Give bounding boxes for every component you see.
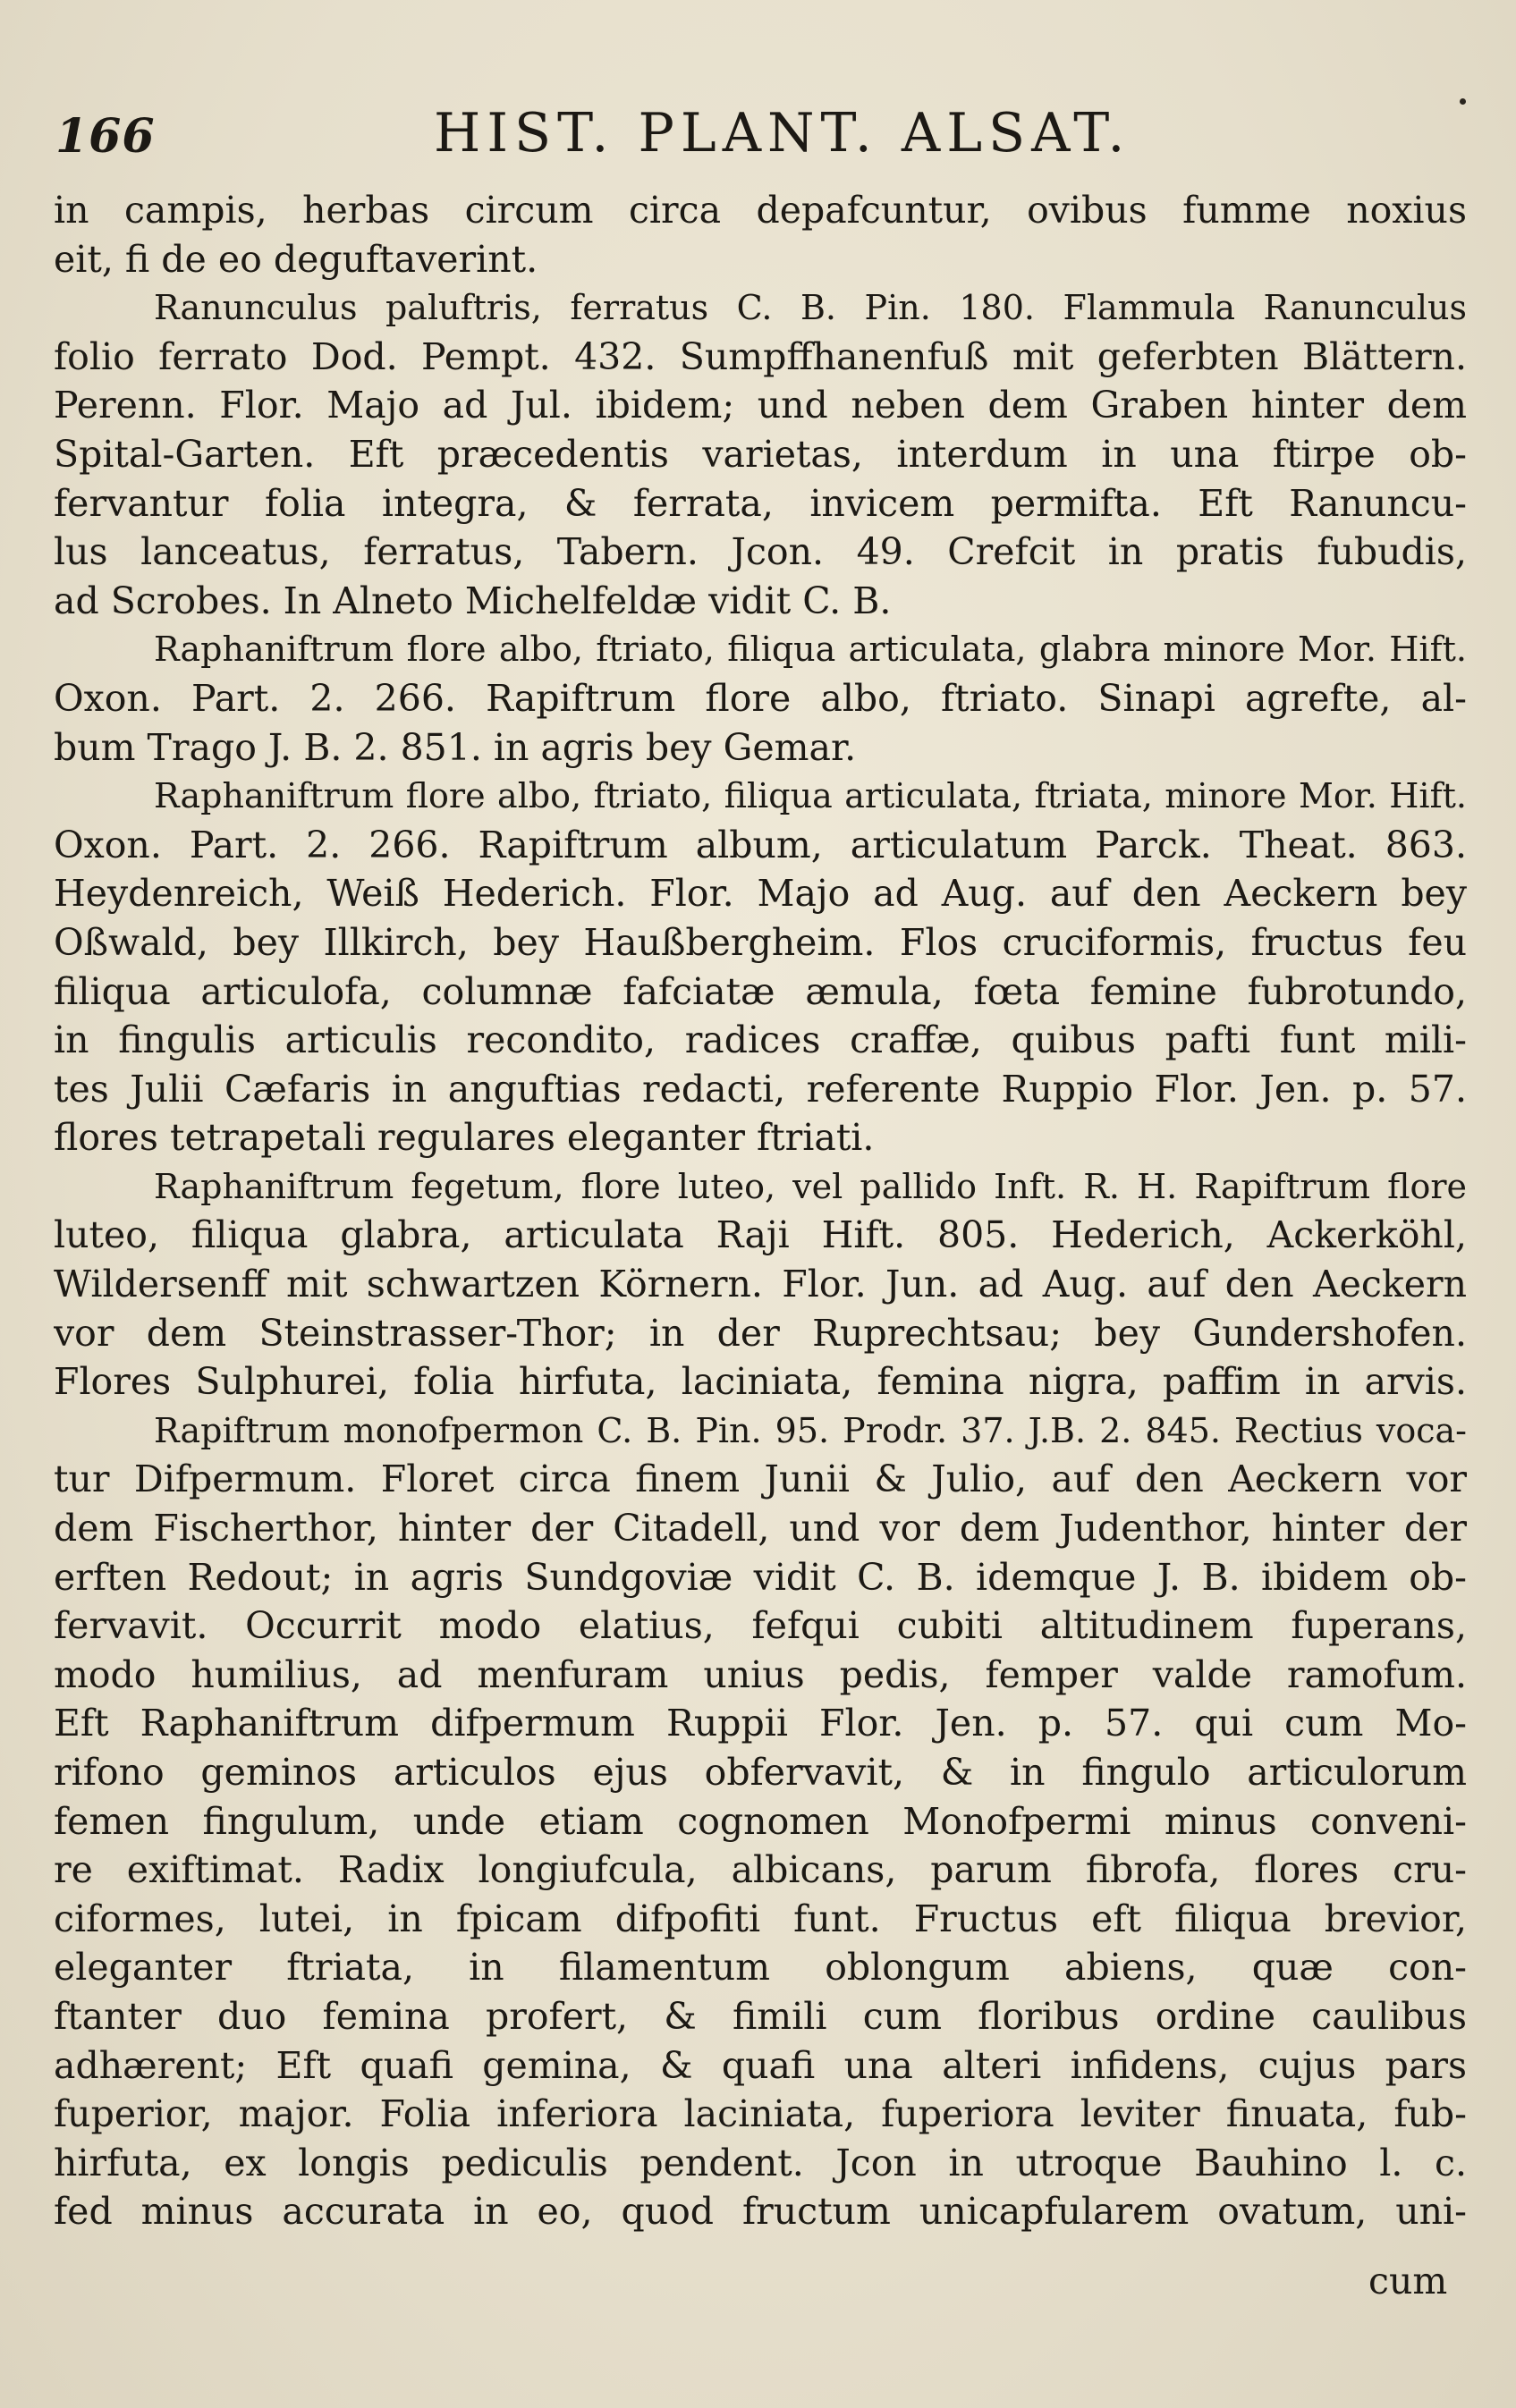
text-line: modo humilius, ad menfuram unius pedis, femper valde ramofum.	[54, 1652, 1467, 1696]
text-line: Oxon. Part. 2. 266. Rapiftrum flore albo, ftriato. Sinapi agrefte, al-	[54, 676, 1467, 720]
text-line: re exiftimat. Radix longiufcula, albicans, parum fibrofa, flores cru-	[54, 1848, 1467, 1892]
entry-heading-line: Ranunculus paluftris, ferratus C. B. Pin. 180. Flammula Ranunculus	[154, 288, 1467, 328]
text-line: ad Scrobes. In Alneto Michelfeldæ vidit C. B.	[54, 579, 892, 622]
text-line: flores tetrapetali regulares eleganter ftriati.	[54, 1116, 875, 1160]
text-line: Wildersenff mit schwartzen Körnern. Flor. Jun. ad Aug. auf den Aeckern	[54, 1263, 1467, 1306]
entry-heading-line: Raphaniftrum flore albo, ftriato, filiqua articulata, ftriata, minore Mor. Hift.	[154, 776, 1467, 816]
text-line: in campis, herbas circum circa depafcuntur, ovibus fumme noxius	[54, 189, 1467, 232]
text-line: luteo, filiqua glabra, articulata Raji Hift. 805. Hederich, Ackerköhl,	[54, 1213, 1467, 1257]
text-line: ftanter duo femina profert, & fimili cum floribus ordine caulibus	[54, 1994, 1467, 2038]
text-line: fervantur folia integra, & ferrata, invicem permifta. Eft Ranuncu-	[54, 481, 1467, 525]
text-line: femen fingulum, unde etiam cognomen Monofpermi minus conveni-	[54, 1799, 1467, 1843]
body-text	[54, 186, 1467, 2236]
text-line: Heydenreich, Weiß Hederich. Flor. Majo ad Aug. auf den Aeckern bey	[54, 872, 1467, 916]
entry-heading-line: Raphaniftrum flore albo, ftriato, filiqua articulata, glabra minore Mor. Hift.	[154, 629, 1467, 670]
text-line: Perenn. Flor. Majo ad Jul. ibidem; und neben dem Graben hinter dem	[54, 384, 1467, 427]
text-line: Eft Raphaniftrum difpermum Ruppii Flor. Jen. p. 57. qui cum Mo-	[54, 1702, 1467, 1745]
text-line: dem Fischerthor, hinter der Citadell, und vor dem Judenthor, hinter der	[54, 1507, 1467, 1550]
text-line: vor dem Steinstrasser-Thor; in der Ruprechtsau; bey Gundershofen.	[54, 1311, 1467, 1355]
text-line: Spital-Garten. Eft præcedentis varietas, interdum in una ftirpe ob-	[54, 432, 1467, 476]
text-line: ciformes, lutei, in fpicam difpofiti funt. Fructus eft filiqua brevior,	[54, 1897, 1467, 1940]
ink-dot	[1460, 98, 1466, 105]
text-line: lus lanceatus, ferratus, Tabern. Jcon. 49. Crefcit in pratis fubudis,	[54, 530, 1467, 574]
text-line: folio ferrato Dod. Pempt. 432. Sumpffhanenfuß mit geferbten Blättern.	[54, 334, 1467, 378]
text-line: hirfuta, ex longis pediculis pendent. Jcon in utroque Bauhino l. c.	[54, 2141, 1467, 2184]
text-line: bum Trago J. B. 2. 851. in agris bey Gemar.	[54, 725, 857, 769]
text-line: filiqua articulofa, columnæ fafciatæ æmula, fœta femine fubrotundo,	[54, 969, 1467, 1013]
text-line: Oßwald, bey Illkirch, bey Haußbergheim. Flos cruciformis, fructus feu	[54, 920, 1467, 964]
page-number: 166	[55, 109, 156, 164]
text-line: rifono geminos articulos ejus obfervavit, & in fingulo articulorum	[54, 1751, 1467, 1794]
running-title: HIST. PLANT. ALSAT.	[434, 102, 1131, 165]
catchword: cum	[1368, 2260, 1448, 2302]
text-line: Flores Sulphurei, folia hirfuta, laciniata, femina nigra, paffim in arvis.	[54, 1360, 1467, 1404]
entry-heading-line: Rapiftrum monofpermon C. B. Pin. 95. Prodr. 37. J.B. 2. 845. Rectius voca-	[154, 1410, 1467, 1450]
text-line: tur Difpermum. Floret circa finem Junii & Julio, auf den Aeckern vor	[54, 1457, 1467, 1501]
text-line: tes Julii Cæfaris in anguftias redacti, referente Ruppio Flor. Jen. p. 57.	[54, 1067, 1467, 1111]
text-line: fed minus accurata in eo, quod fructum unicapfularem ovatum, uni-	[54, 2190, 1467, 2234]
text-line: eit, fi de eo deguftaverint.	[54, 237, 538, 281]
text-line: Oxon. Part. 2. 266. Rapiftrum album, articulatum Parck. Theat. 863.	[54, 823, 1467, 866]
entry-heading-line: Raphaniftrum fegetum, flore luteo, vel pallido Inft. R. H. Rapiftrum flore	[154, 1166, 1467, 1206]
text-line: adhærent; Eft quafi gemina, & quafi una alteri infidens, cujus pars	[54, 2043, 1467, 2087]
text-line: eleganter ftriata, in filamentum oblongum abiens, quæ con-	[54, 1946, 1467, 1990]
page-header	[55, 97, 1460, 168]
text-line: fervavit. Occurrit modo elatius, fefqui cubiti altitudinem fuperans,	[54, 1604, 1467, 1648]
text-line: erften Redout; in agris Sundgoviæ vidit C. B. idemque J. B. ibidem ob-	[54, 1555, 1467, 1599]
text-line: fuperior, major. Folia inferiora laciniata, fuperiora leviter finuata, fub-	[54, 2092, 1467, 2136]
text-line: in fingulis articulis recondito, radices craffæ, quibus pafti funt mili-	[54, 1018, 1467, 1062]
